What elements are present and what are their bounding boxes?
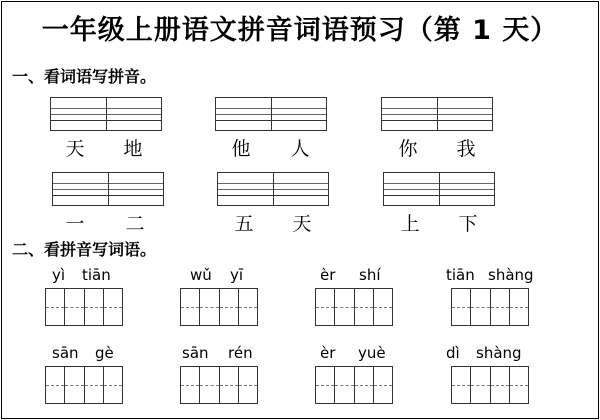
pinyin-syllable: rén	[228, 344, 253, 362]
character-writing-grid[interactable]	[45, 366, 123, 404]
word-char: 二	[125, 213, 145, 235]
pinyin-syllable: yì	[52, 266, 66, 284]
pinyin-syllable: yuè	[358, 344, 386, 362]
pinyin-syllable: tiān	[82, 266, 111, 284]
pinyin-syllable: sān	[182, 344, 209, 362]
word-char: 五	[234, 213, 254, 235]
pinyin-syllable: gè	[95, 344, 114, 362]
section-2-heading: 二、看拼音写词语。	[12, 240, 157, 259]
pinyin-writing-box[interactable]	[383, 172, 495, 206]
word-char: 地	[123, 138, 143, 160]
page-title: 一年级上册语文拼音词语预习（第 1 天）	[41, 15, 559, 46]
word-char: 天	[292, 213, 312, 235]
pinyin-writing-box[interactable]	[50, 97, 162, 131]
pinyin-syllable: wǔ	[190, 266, 212, 284]
pinyin-writing-box[interactable]	[381, 97, 493, 131]
character-writing-grid[interactable]	[451, 366, 529, 404]
word-char: 他	[231, 138, 251, 160]
word-char: 一	[65, 213, 85, 235]
character-writing-grid[interactable]	[315, 288, 393, 326]
pinyin-syllable: shí	[359, 266, 381, 284]
pinyin-syllable: èr	[320, 266, 336, 284]
character-writing-grid[interactable]	[451, 288, 529, 326]
pinyin-syllable: shàng	[488, 266, 534, 284]
character-writing-grid[interactable]	[45, 288, 123, 326]
pinyin-syllable: yī	[230, 266, 244, 284]
pinyin-writing-box[interactable]	[52, 172, 164, 206]
pinyin-syllable: dì	[446, 344, 460, 362]
word-char: 我	[456, 138, 476, 160]
word-char: 上	[400, 213, 420, 235]
pinyin-syllable: sān	[52, 344, 79, 362]
word-char: 下	[458, 213, 478, 235]
pinyin-syllable: shàng	[476, 344, 522, 362]
character-writing-grid[interactable]	[315, 366, 393, 404]
character-writing-grid[interactable]	[180, 288, 258, 326]
word-char: 天	[65, 138, 85, 160]
section-1-heading: 一、看词语写拼音。	[12, 67, 157, 86]
word-char: 人	[290, 138, 310, 160]
word-char: 你	[398, 138, 418, 160]
pinyin-syllable: tiān	[446, 266, 475, 284]
pinyin-writing-box[interactable]	[215, 97, 327, 131]
pinyin-writing-box[interactable]	[217, 172, 329, 206]
character-writing-grid[interactable]	[180, 366, 258, 404]
pinyin-syllable: èr	[320, 344, 336, 362]
